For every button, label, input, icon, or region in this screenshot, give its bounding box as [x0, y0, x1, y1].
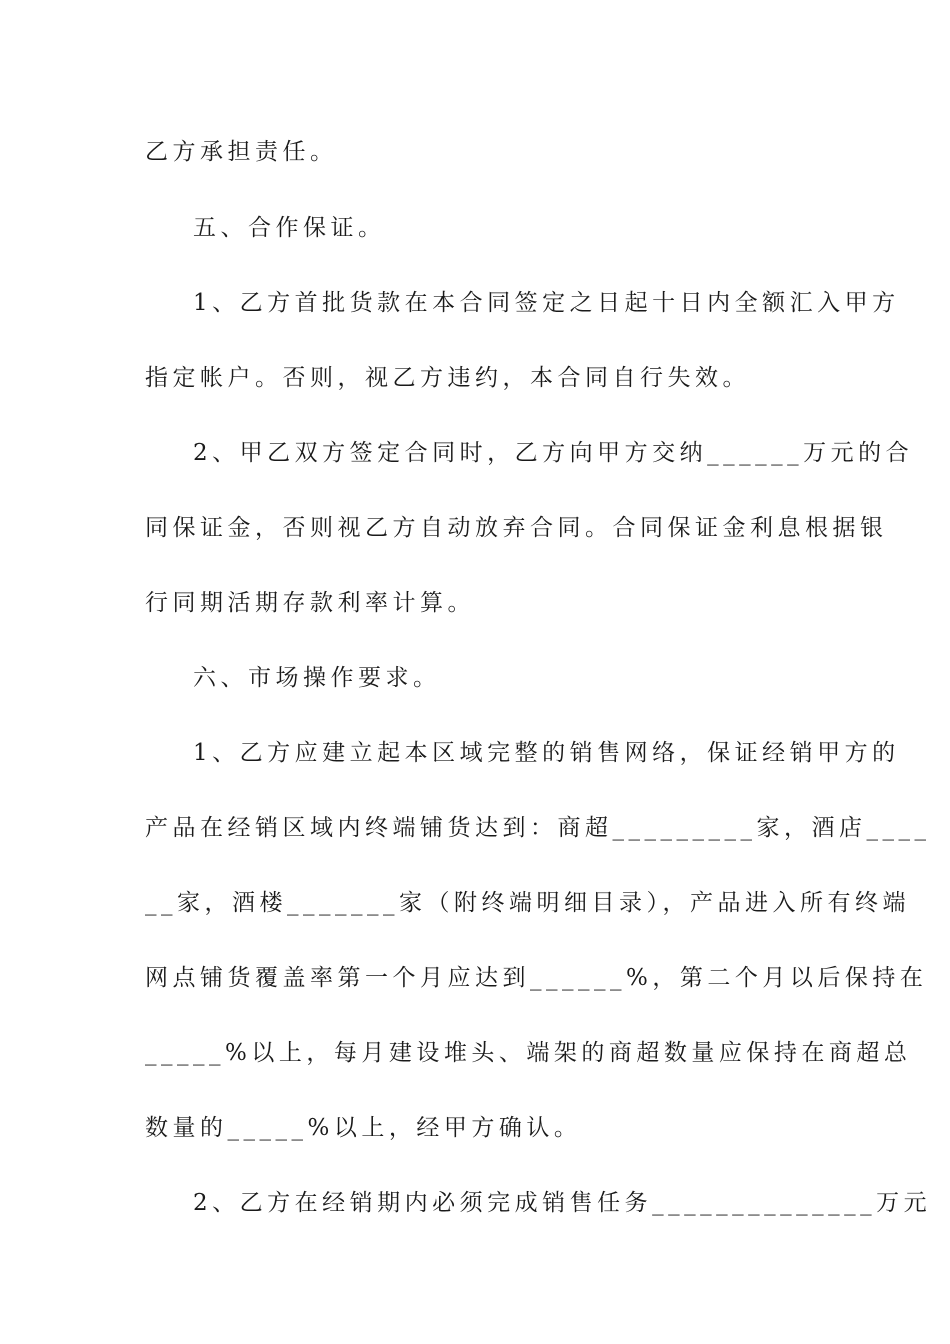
- paragraph-line: 网点铺货覆盖率第一个月应达到______%，第二个月以后保持在: [145, 965, 928, 991]
- paragraph-line: _____%以上，每月建设堆头、端架的商超数量应保持在商超总: [145, 1040, 912, 1066]
- paragraph-line: 1、乙方首批货款在本合同签定之日起十日内全额汇入甲方: [193, 290, 900, 316]
- paragraph-line: 产品在经销区域内终端铺货达到：商超_________家，酒店____: [145, 815, 931, 841]
- paragraph-line: 2、乙方在经销期内必须完成销售任务______________万元: [193, 1190, 932, 1216]
- paragraph-line: 数量的_____%以上，经甲方确认。: [145, 1115, 582, 1141]
- section-heading: 五、合作保证。: [193, 215, 386, 241]
- paragraph-line: 1、乙方应建立起本区域完整的销售网络，保证经销甲方的: [193, 740, 900, 766]
- paragraph-line: 乙方承担责任。: [145, 139, 338, 165]
- paragraph-line: 行同期活期存款利率计算。: [145, 590, 475, 616]
- section-heading: 六、市场操作要求。: [193, 665, 441, 691]
- paragraph-line: 同保证金，否则视乙方自动放弃合同。合同保证金利息根据银: [145, 515, 888, 541]
- paragraph-line: 2、甲乙双方签定合同时，乙方向甲方交纳______万元的合: [193, 440, 914, 466]
- paragraph-line: __家，酒楼_______家（附终端明细目录），产品进入所有终端: [145, 890, 910, 916]
- paragraph-line: 指定帐户。否则，视乙方违约，本合同自行失效。: [145, 365, 750, 391]
